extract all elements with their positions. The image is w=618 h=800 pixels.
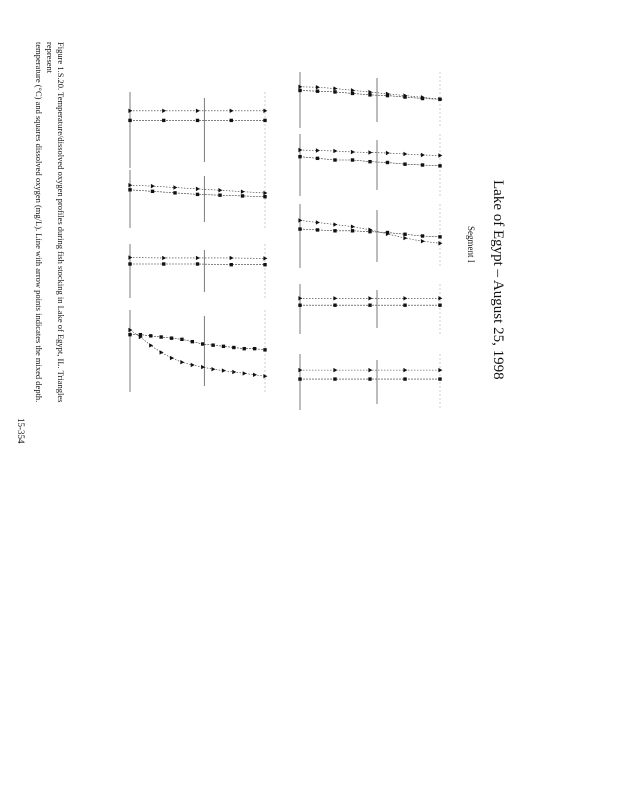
panel-7-temperature-point-1 [162,256,166,260]
panel-2-temperature-point-8 [438,241,442,245]
segment-label: Segment I [466,226,476,263]
panel-4-oxygen-point-1 [333,377,336,380]
panel-4-oxygen-point-3 [403,377,406,380]
panel-4-oxygen-point-2 [368,377,371,380]
panel-8-oxygen-point-1 [139,333,142,336]
panel-0-oxygen-point-6 [403,95,406,98]
panel-4-temperature-point-0 [298,368,302,372]
panel-1-oxygen-point-4 [368,160,371,163]
panel-8-oxygen-point-5 [180,338,183,341]
panel-8-oxygen-point-2 [149,334,152,337]
panel-5-temperature-point-4 [263,109,267,113]
panel-7-oxygen-point-1 [162,262,165,265]
panel-5-temperature-point-0 [128,109,132,113]
page-title: Lake of Egypt – August 25, 1998 [490,180,506,380]
panel-6-oxygen-point-0 [128,188,131,191]
panel-4-oxygen-point-4 [438,377,441,380]
panel-2-temperature-point-2 [333,222,337,226]
panel-8-oxygen-point-3 [159,335,162,338]
panel-0-oxygen-point-2 [333,90,336,93]
panel-6-oxygen-point-6 [263,195,266,198]
panel-8-temperature-point-10 [232,370,236,374]
panel-4-temperature-point-2 [368,368,372,372]
panel-4-temperature-point-3 [403,368,407,372]
panel-2-oxygen-point-5 [386,231,389,234]
panel-6-temperature-point-2 [173,185,177,189]
panel-2-temperature-point-1 [316,220,320,224]
panel-2-temperature-point-0 [298,218,302,222]
panel-8-oxygen-point-8 [211,343,214,346]
page-number: 15-354 [16,418,26,444]
panel-3-oxygen-point-3 [403,304,406,307]
panel-2-oxygen-point-2 [333,229,336,232]
panel-8-temperature-point-13 [263,374,267,378]
panel-1-temperature-point-0 [298,148,302,152]
panel-1-temperature-point-2 [333,149,337,153]
panel-1-oxygen-point-7 [421,163,424,166]
panel-5-temperature-point-1 [162,109,166,113]
panel-8-temperature-point-11 [243,371,247,375]
panel-0-oxygen-point-4 [368,93,371,96]
panel-5-oxygen-point-0 [128,119,131,122]
panel-8-oxygen-point-4 [170,336,173,339]
panel-5-oxygen-point-2 [196,119,199,122]
panel-6-temperature-point-6 [263,191,267,195]
panel-8-temperature-point-8 [211,367,215,371]
panel-0-temperature-point-2 [333,86,337,90]
panel-3-temperature-point-1 [333,296,337,300]
panel-3-temperature-point-0 [298,296,302,300]
panel-5-temperature-point-3 [230,109,234,113]
panel-1-oxygen-point-1 [316,157,319,160]
panel-6-oxygen-point-4 [218,193,221,196]
panel-4-temperature-point-1 [333,368,337,372]
panel-7-temperature-point-0 [128,255,132,259]
panel-1-temperature-point-5 [386,151,390,155]
panel-1-temperature-point-3 [351,150,355,154]
panel-0-oxygen-point-1 [316,90,319,93]
panel-7-oxygen-point-0 [128,262,131,265]
panel-2-oxygen-point-8 [438,235,441,238]
panel-2-oxygen-point-3 [351,229,354,232]
panel-8-temperature-point-5 [180,360,184,364]
panel-0-oxygen-point-3 [351,92,354,95]
panel-0-temperature-point-1 [316,85,320,89]
panel-1-temperature-point-1 [316,148,320,152]
panel-7-temperature-point-2 [196,256,200,260]
panel-6-oxygen-point-3 [196,193,199,196]
panel-5-oxygen-point-4 [263,119,266,122]
panel-2-oxygen-point-7 [421,234,424,237]
panel-2-temperature-point-3 [351,224,355,228]
panel-8-oxygen-point-9 [222,345,225,348]
panel-7-temperature-point-4 [263,256,267,260]
panel-8-temperature-point-9 [222,368,226,372]
panel-8-oxygen-point-13 [263,348,266,351]
panel-2-oxygen-point-6 [403,233,406,236]
panel-6-oxygen-point-2 [173,191,176,194]
panel-6-temperature-point-5 [241,189,245,193]
panel-8-oxygen-point-12 [253,347,256,350]
panel-8-temperature-point-6 [191,363,195,367]
panel-2-oxygen-point-1 [316,228,319,231]
panel-7-oxygen-point-4 [263,263,266,266]
panel-6-oxygen-point-5 [241,194,244,197]
panel-1-temperature-point-7 [421,153,425,157]
panel-4-temperature-point-4 [438,368,442,372]
panel-1-oxygen-point-3 [351,158,354,161]
panel-5-oxygen-point-3 [230,119,233,122]
panel-0-temperature-point-0 [298,85,302,89]
panel-6-temperature-point-1 [151,184,155,188]
panel-1-temperature-point-4 [368,150,372,154]
panel-3-oxygen-point-0 [298,304,301,307]
panel-3-temperature-point-4 [438,296,442,300]
panel-1-oxygen-point-0 [298,155,301,158]
panel-1-temperature-point-6 [403,152,407,156]
panel-2-oxygen-point-0 [298,227,301,230]
panel-1-oxygen-point-5 [386,161,389,164]
panel-1-oxygen-point-2 [333,158,336,161]
panel-7-oxygen-point-3 [230,263,233,266]
panel-8-oxygen-point-10 [232,346,235,349]
panel-3-temperature-point-3 [403,296,407,300]
panel-1-oxygen-point-8 [438,164,441,167]
panel-1-temperature-point-8 [438,153,442,157]
panel-5-oxygen-point-1 [162,119,165,122]
panel-6-temperature-point-0 [128,183,132,187]
panel-8-oxygen-point-6 [191,340,194,343]
panel-8-temperature-point-12 [253,373,257,377]
panel-7-oxygen-point-2 [196,262,199,265]
panel-3-oxygen-point-4 [438,304,441,307]
panel-3-oxygen-point-2 [368,304,371,307]
panel-8-temperature-point-0 [128,328,132,332]
panel-1-oxygen-point-6 [403,162,406,165]
panel-2-oxygen-point-4 [368,230,371,233]
panel-0-oxygen-point-7 [421,97,424,100]
panel-4-oxygen-point-0 [298,377,301,380]
panel-0-oxygen-point-8 [438,98,441,101]
panel-6-oxygen-point-1 [151,190,154,193]
panel-8-oxygen-point-7 [201,342,204,345]
panel-0-oxygen-point-5 [386,94,389,97]
caption-line-1: Figure 1.S.20. Temperature/dissolved oxygen profiles during fish stocking in Lake of Egypt, IL. Triangles represent [45,42,66,403]
panel-2-temperature-point-7 [421,239,425,243]
panel-7-temperature-point-3 [230,256,234,260]
panel-3-oxygen-point-1 [333,304,336,307]
panel-8-oxygen-point-0 [128,333,131,336]
panel-8-oxygen-point-11 [243,347,246,350]
caption-line-2: temperature (°C) and squares dissolved oxygen (mg/L). Line with arrow points indicates the mixed depth. [34,42,44,403]
panel-3-temperature-point-2 [368,296,372,300]
panel-8-temperature-point-4 [170,356,174,360]
panel-8-temperature-point-3 [160,350,164,354]
panel-0-oxygen-point-0 [298,89,301,92]
figure-caption [33,42,66,422]
panel-6-temperature-point-4 [218,188,222,192]
panel-5-temperature-point-2 [196,109,200,113]
panel-6-temperature-point-3 [196,187,200,191]
panel-2-temperature-point-6 [403,236,407,240]
